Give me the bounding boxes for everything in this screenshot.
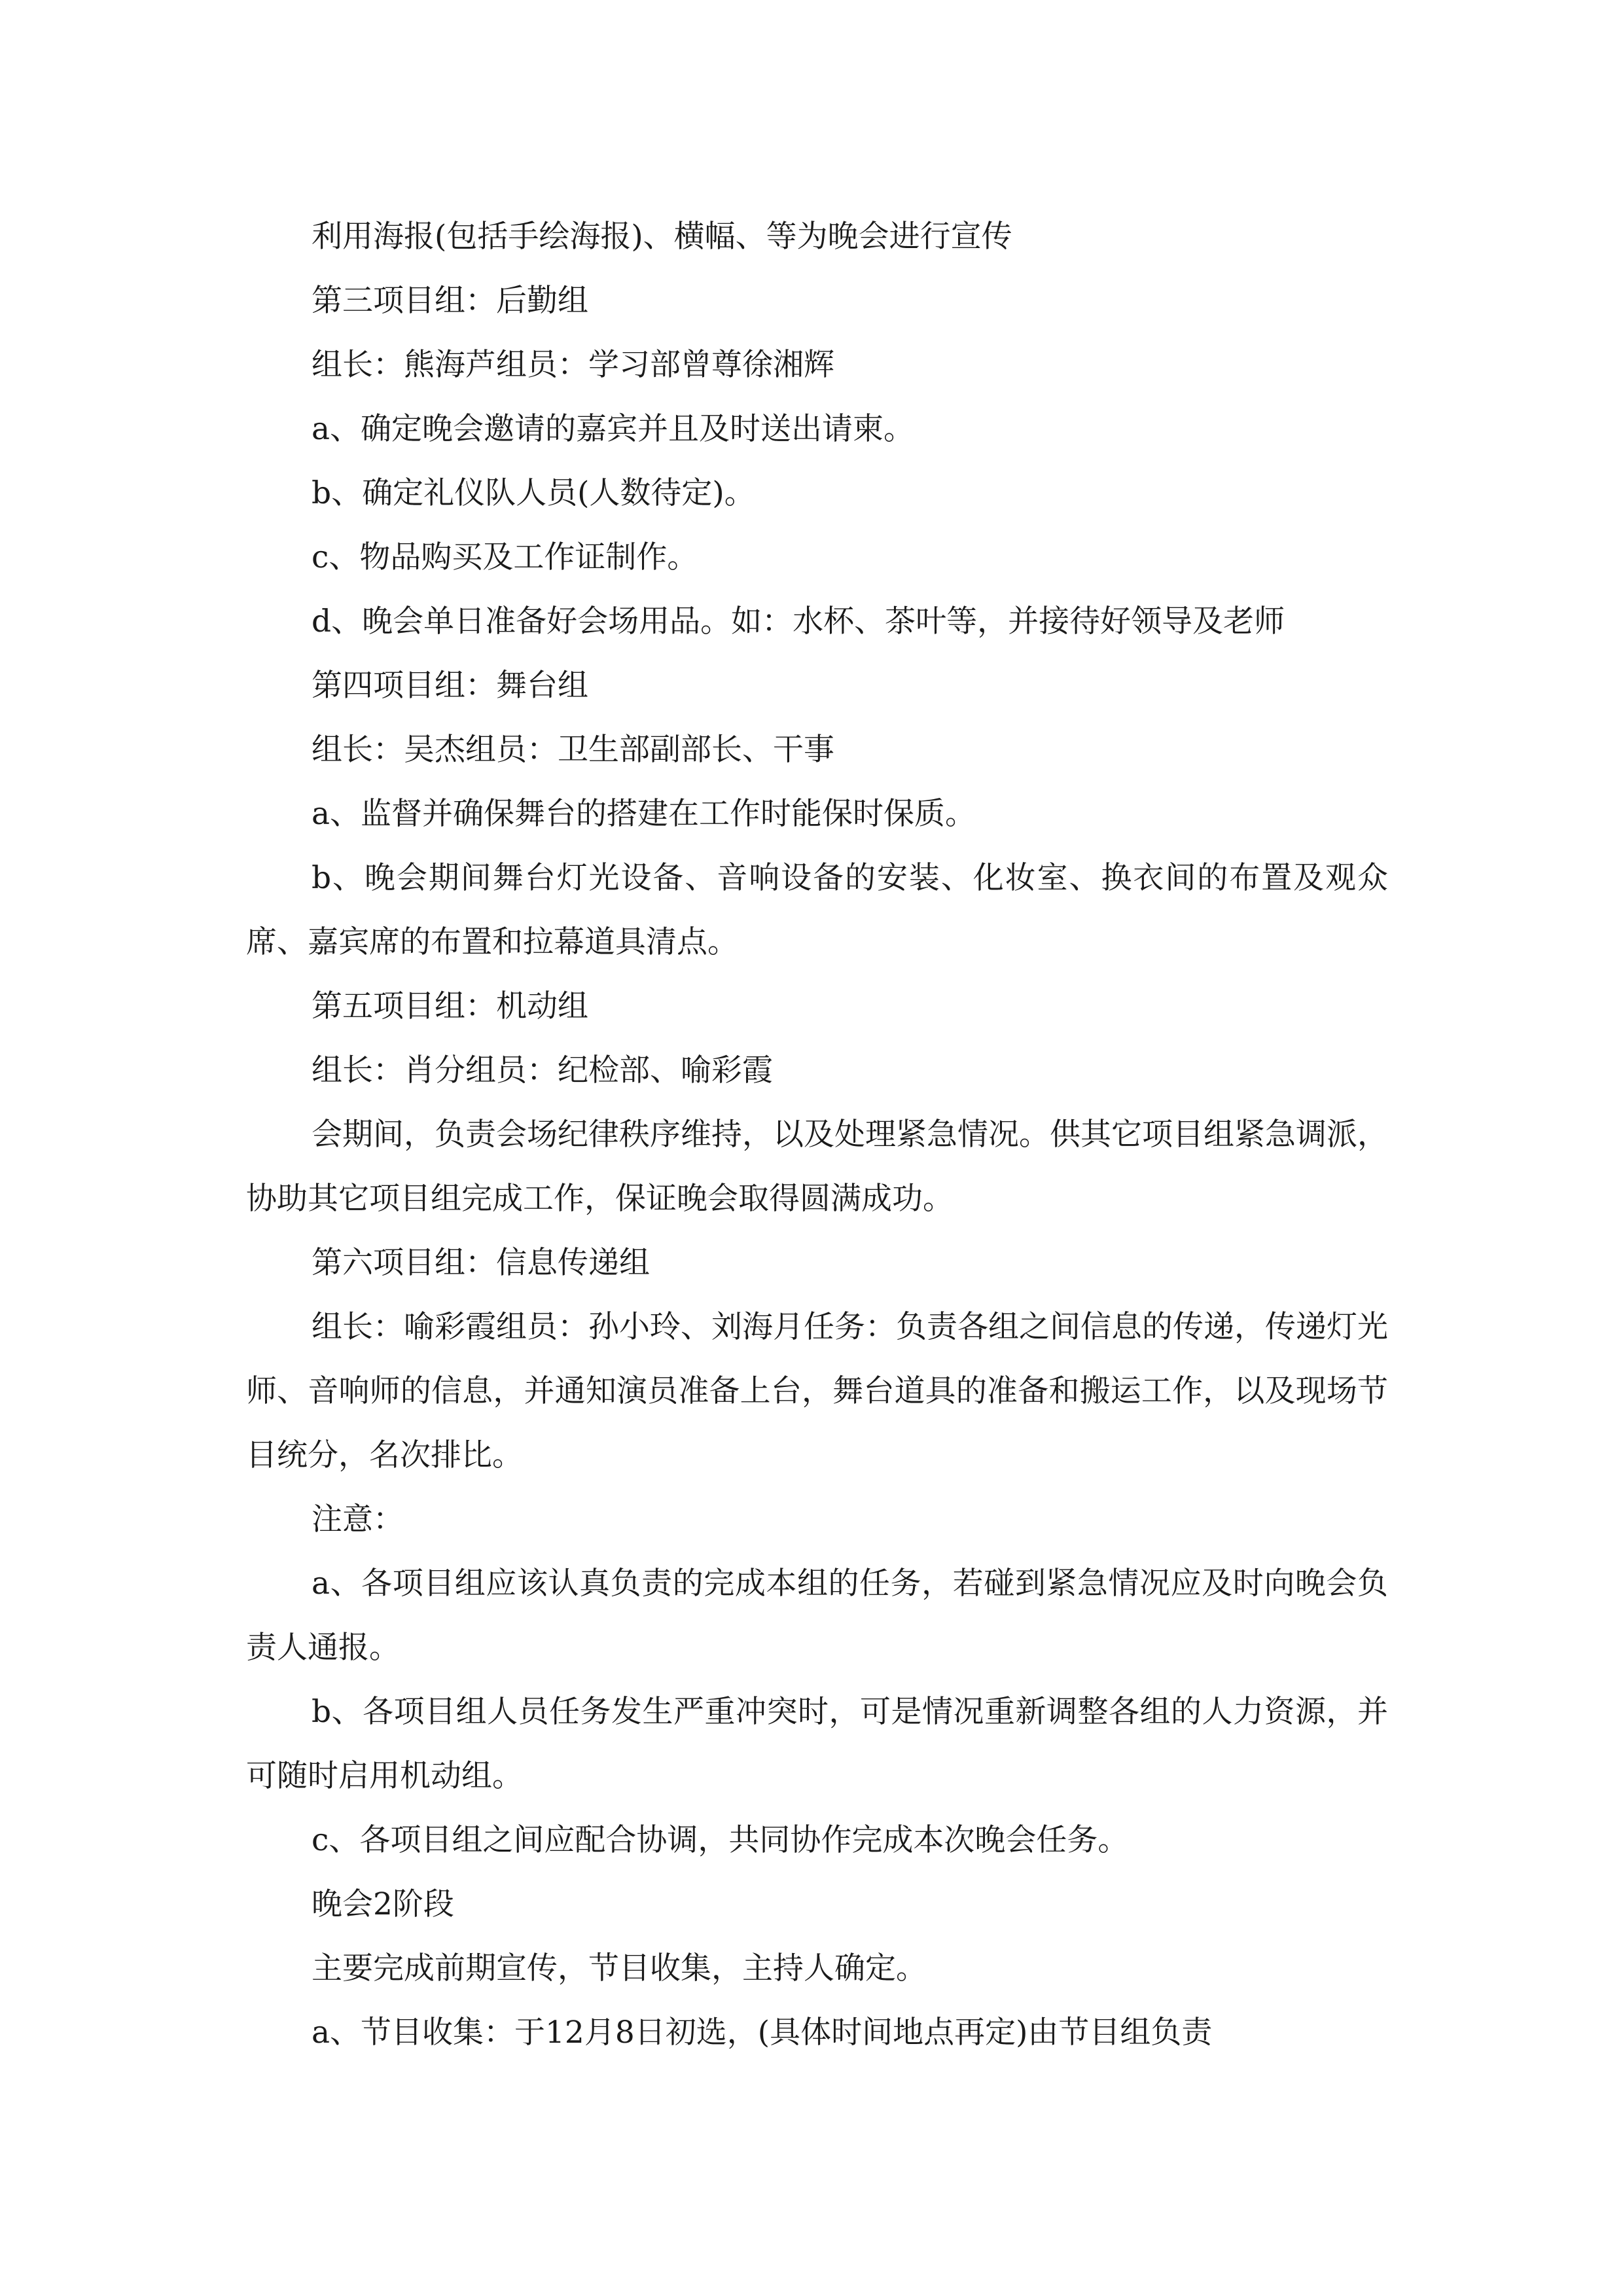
heading-group-3: 第三项目组：后勤组 xyxy=(312,283,588,319)
note-c: c、各项目组之间应配合协调，共同协作完成本次晚会任务。 xyxy=(312,1822,1129,1858)
heading-group-4: 第四项目组：舞台组 xyxy=(312,668,588,704)
note-b: b、各项目组人员任务发生严重冲突时，可是情况重新调整各组的人力资源，并可随时启用机动组。 xyxy=(246,1694,1388,1794)
heading-group-5: 第五项目组：机动组 xyxy=(312,988,588,1024)
group-5-duties: 会期间，负责会场纪律秩序维持，以及处理紧急情况。供其它项目组紧急调派，协助其它项目组完成工作，保证晚会取得圆满成功。 xyxy=(246,1117,1388,1217)
group-3-task-c: c、物品购买及工作证制作。 xyxy=(312,539,698,575)
group-4-members: 组长：吴杰组员：卫生部副部长、干事 xyxy=(312,732,834,768)
stage-2-heading: 晚会2阶段 xyxy=(312,1886,454,1922)
group-3-task-a: a、确定晚会邀请的嘉宾并且及时送出请柬。 xyxy=(312,411,915,447)
stage-2-summary: 主要完成前期宣传，节目收集，主持人确定。 xyxy=(312,1950,927,1986)
group-4-task-a: a、监督并确保舞台的搭建在工作时能保时保质。 xyxy=(312,796,976,832)
group-4-task-b: b、晚会期间舞台灯光设备、音响设备的安装、化妆室、换衣间的布置及观众席、嘉宾席的布置和拉幕道具清点。 xyxy=(246,860,1388,960)
notes-heading: 注意： xyxy=(312,1501,404,1537)
document-body xyxy=(246,205,1388,2065)
group-3-task-d: d、晚会单日准备好会场用品。如：水杯、茶叶等，并接待好领导及老师 xyxy=(312,603,1285,639)
group-3-task-b: b、确定礼仪队人员(人数待定)。 xyxy=(312,475,755,511)
group-5-members: 组长：肖分组员：纪检部、喻彩霞 xyxy=(312,1052,773,1088)
note-a: a、各项目组应该认真负责的完成本组的任务，若碰到紧急情况应及时向晚会负责人通报。 xyxy=(246,1566,1388,1666)
group-3-members: 组长：熊海芦组员：学习部曾尊徐湘辉 xyxy=(312,347,834,383)
heading-group-6: 第六项目组：信息传递组 xyxy=(312,1245,650,1281)
stage-2-item-a: a、节目收集：于12月8日初选，(具体时间地点再定)由节目组负责 xyxy=(312,2015,1213,2051)
group-6-members-duties: 组长：喻彩霞组员：孙小玲、刘海月任务：负责各组之间信息的传递，传递灯光师、音响师的信息，并通知演员准备上台，舞台道具的准备和搬运工作，以及现场节目统分，名次排比。 xyxy=(246,1309,1388,1473)
paragraph-publicity: 利用海报(包括手绘海报)、横幅、等为晚会进行宣传 xyxy=(312,219,1012,255)
